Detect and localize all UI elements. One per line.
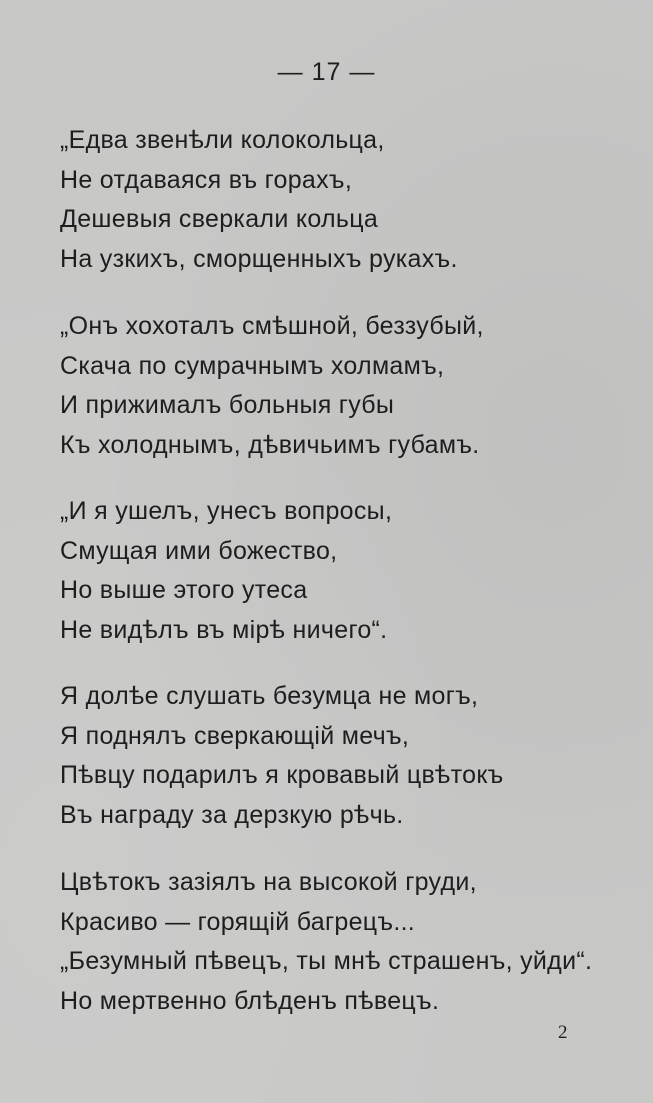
verse-line: Не отдаваяся въ горахъ, — [60, 165, 353, 194]
stanza-1 — [60, 121, 640, 279]
verse-line: „Онъ хохоталъ смѣшной, беззубый, — [60, 312, 484, 340]
page-number: — 17 — — [277, 58, 376, 86]
verse-line: Въ награду за дерзкую рѣчь. — [60, 800, 404, 829]
stanza-4 — [60, 677, 640, 835]
verse-line: Но выше этого утеса — [60, 576, 308, 604]
stanza-5 — [60, 863, 640, 1021]
verse-line: Я долѣе слушать безумца не могъ, — [60, 682, 479, 710]
verse-line: Но мертвенно блѣденъ пѣвецъ. — [60, 986, 440, 1015]
verse-line: Дешевыя сверкали кольца — [60, 205, 379, 233]
stanza-2 — [60, 307, 640, 465]
verse-line: Я поднялъ сверкающiй мечъ, — [60, 721, 410, 750]
verse-line: „И я ушелъ, унесъ вопросы, — [60, 497, 393, 525]
verse-line: Смущая ими божество, — [60, 536, 338, 565]
verse-line: Красиво — горящiй багрецъ... — [60, 907, 416, 936]
verse-line: Скача по сумрачнымъ холмамъ, — [60, 351, 445, 380]
verse-line: „Безумный пѣвецъ, ты мнѣ страшенъ, уйди“. — [60, 947, 593, 975]
signature-mark: 2 — [558, 1022, 568, 1043]
verse-line: „Едва звенѣли колокольца, — [60, 126, 385, 154]
verse-line: На узкихъ, сморщенныхъ рукахъ. — [60, 244, 458, 273]
stanza-3 — [60, 492, 640, 650]
verse-line: Пѣвцу подарилъ я кровавый цвѣтокъ — [60, 761, 504, 789]
verse-line: Не видѣлъ въ мiрѣ ничего“. — [60, 615, 388, 644]
verse-line: И прижималъ больныя губы — [60, 391, 395, 419]
verse-line: Цвѣтокъ зазiялъ на высокой груди, — [60, 868, 477, 896]
verse-line: Къ холоднымъ, дѣвичьимъ губамъ. — [60, 430, 480, 459]
